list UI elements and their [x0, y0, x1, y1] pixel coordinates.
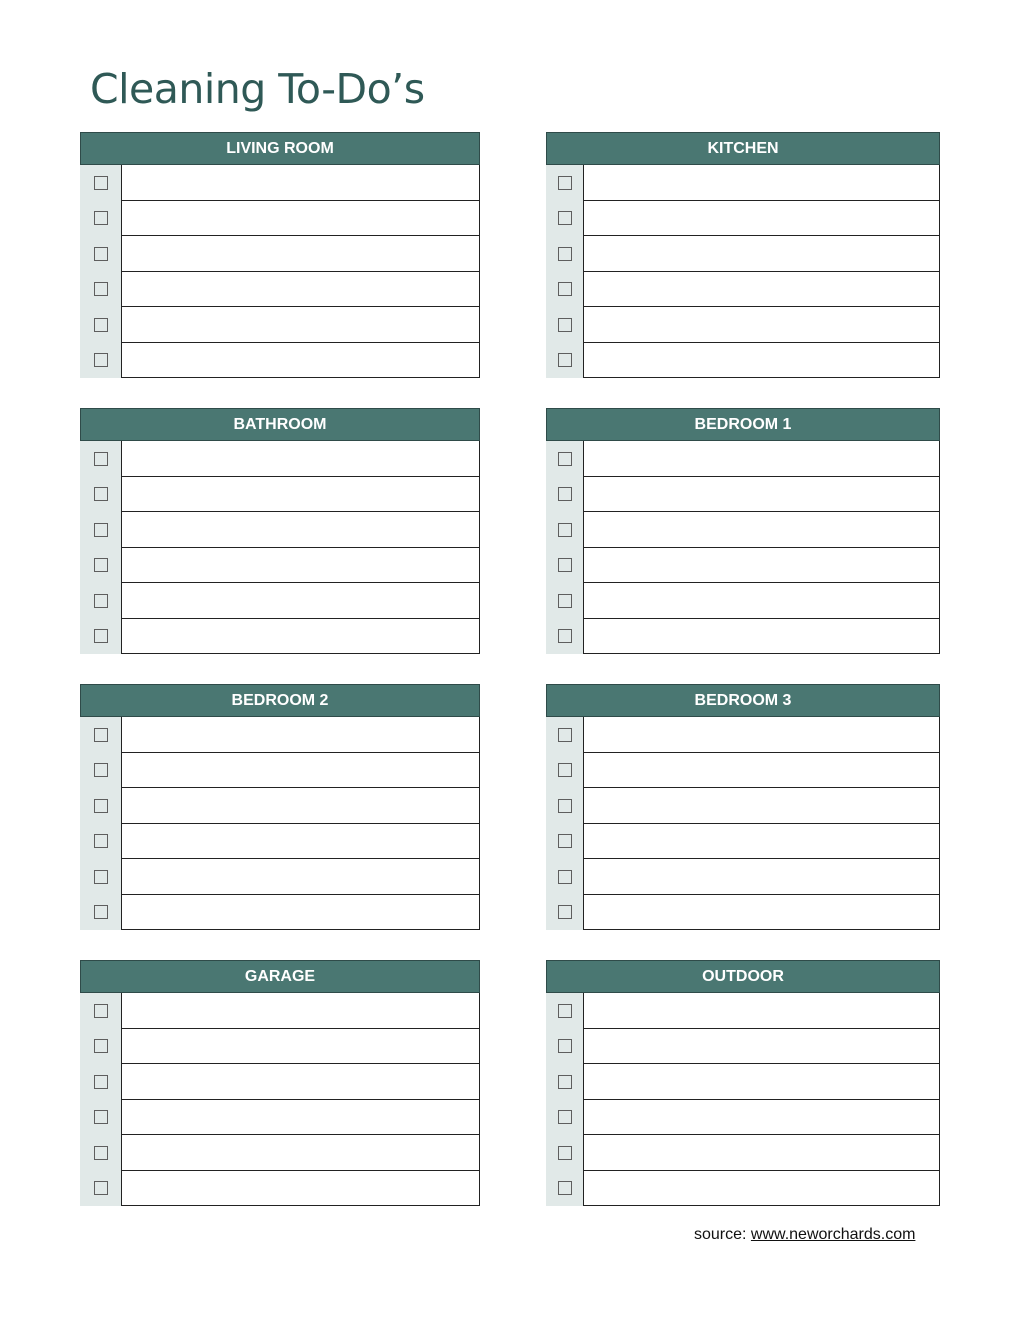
empty-checkbox-icon[interactable] [558, 799, 572, 813]
checkbox-cell [546, 441, 583, 477]
checkbox-cell [80, 548, 121, 584]
empty-checkbox-icon[interactable] [558, 487, 572, 501]
checkbox-cell [546, 512, 583, 548]
empty-checkbox-icon[interactable] [558, 282, 572, 296]
task-row [80, 307, 480, 343]
task-row [546, 1100, 940, 1136]
empty-checkbox-icon[interactable] [94, 594, 108, 608]
task-row [546, 1064, 940, 1100]
task-entry-field[interactable] [583, 859, 940, 895]
checkbox-cell [546, 236, 583, 272]
empty-checkbox-icon[interactable] [558, 728, 572, 742]
checkbox-cell [546, 307, 583, 343]
task-row [80, 477, 480, 513]
task-row [546, 1029, 940, 1065]
checkbox-cell [546, 859, 583, 895]
task-entry-field[interactable] [583, 441, 940, 477]
task-entry-field[interactable] [583, 824, 940, 860]
task-row [546, 824, 940, 860]
checkbox-cell [546, 272, 583, 308]
task-entry-field[interactable] [121, 307, 480, 343]
task-row [80, 236, 480, 272]
checkbox-cell [80, 272, 121, 308]
task-row [80, 1135, 480, 1171]
empty-checkbox-icon[interactable] [94, 905, 108, 919]
task-row [80, 165, 480, 201]
task-row [80, 272, 480, 308]
task-row [80, 895, 480, 931]
checkbox-cell [80, 236, 121, 272]
checkbox-cell [546, 583, 583, 619]
checkbox-cell [80, 993, 121, 1029]
task-row [80, 993, 480, 1029]
task-row [546, 548, 940, 584]
empty-checkbox-icon[interactable] [558, 629, 572, 643]
task-entry-field[interactable] [121, 993, 480, 1029]
section-bedroom-2 [80, 684, 480, 930]
task-list [546, 165, 940, 378]
empty-checkbox-icon[interactable] [94, 211, 108, 225]
task-row [80, 201, 480, 237]
task-row [546, 993, 940, 1029]
empty-checkbox-icon[interactable] [94, 487, 108, 501]
section-bedroom-3 [546, 684, 940, 930]
checkbox-cell [546, 343, 583, 379]
empty-checkbox-icon[interactable] [94, 870, 108, 884]
checkbox-cell [80, 1171, 121, 1207]
task-row [546, 619, 940, 655]
source-link[interactable]: www.neworchards.com [750, 1226, 916, 1243]
task-entry-field[interactable] [583, 753, 940, 789]
section-bedroom-1 [546, 408, 940, 654]
section-header: BATHROOM [80, 408, 480, 441]
checkbox-cell [546, 201, 583, 237]
section-header: GARAGE [80, 960, 480, 993]
empty-checkbox-icon[interactable] [94, 799, 108, 813]
checkbox-cell [80, 895, 121, 931]
checkbox-cell [80, 512, 121, 548]
empty-checkbox-icon[interactable] [94, 834, 108, 848]
task-entry-field[interactable] [121, 1029, 480, 1065]
empty-checkbox-icon[interactable] [94, 452, 108, 466]
task-row [546, 201, 940, 237]
checkbox-cell [80, 1029, 121, 1065]
task-row [546, 895, 940, 931]
checkbox-cell [80, 717, 121, 753]
task-entry-field[interactable] [121, 272, 480, 308]
task-entry-field[interactable] [121, 201, 480, 237]
task-entry-field[interactable] [121, 512, 480, 548]
checkbox-cell [80, 1100, 121, 1136]
checkbox-cell [80, 165, 121, 201]
section-garage [80, 960, 480, 1206]
task-entry-field[interactable] [583, 717, 940, 753]
checkbox-cell [546, 824, 583, 860]
checkbox-cell [80, 477, 121, 513]
task-row [80, 717, 480, 753]
checkbox-cell [80, 859, 121, 895]
task-entry-field[interactable] [121, 1064, 480, 1100]
task-row [546, 583, 940, 619]
task-list [80, 441, 480, 654]
empty-checkbox-icon[interactable] [94, 353, 108, 367]
empty-checkbox-icon[interactable] [558, 905, 572, 919]
section-header: OUTDOOR [546, 960, 940, 993]
checkbox-cell [546, 788, 583, 824]
task-row [80, 619, 480, 655]
empty-checkbox-icon[interactable] [94, 763, 108, 777]
checkbox-cell [80, 788, 121, 824]
task-entry-field[interactable] [583, 1029, 940, 1065]
task-entry-field[interactable] [583, 343, 940, 379]
task-row [80, 824, 480, 860]
task-entry-field[interactable] [121, 1100, 480, 1136]
empty-checkbox-icon[interactable] [94, 523, 108, 537]
empty-checkbox-icon[interactable] [94, 1146, 108, 1160]
task-row [80, 583, 480, 619]
task-row [80, 753, 480, 789]
checkbox-cell [546, 895, 583, 931]
task-entry-field[interactable] [583, 619, 940, 655]
task-row [546, 859, 940, 895]
task-entry-field[interactable] [583, 236, 940, 272]
checkbox-cell [546, 993, 583, 1029]
task-entry-field[interactable] [121, 859, 480, 895]
task-list [80, 993, 480, 1206]
empty-checkbox-icon[interactable] [558, 1004, 572, 1018]
empty-checkbox-icon[interactable] [94, 728, 108, 742]
task-row [80, 1064, 480, 1100]
task-row [80, 1029, 480, 1065]
source-label: source: [694, 1226, 747, 1243]
empty-checkbox-icon[interactable] [94, 1004, 108, 1018]
task-row [80, 441, 480, 477]
task-entry-field[interactable] [121, 1135, 480, 1171]
empty-checkbox-icon[interactable] [558, 1039, 572, 1053]
task-row [546, 477, 940, 513]
task-row [546, 1135, 940, 1171]
empty-checkbox-icon[interactable] [94, 1110, 108, 1124]
empty-checkbox-icon[interactable] [94, 176, 108, 190]
empty-checkbox-icon[interactable] [94, 629, 108, 643]
task-entry-field[interactable] [583, 895, 940, 931]
checkbox-cell [546, 548, 583, 584]
checkbox-cell [80, 583, 121, 619]
task-entry-field[interactable] [121, 165, 480, 201]
task-entry-field[interactable] [583, 548, 940, 584]
task-entry-field[interactable] [583, 993, 940, 1029]
checkbox-cell [80, 201, 121, 237]
checkbox-cell [546, 1064, 583, 1100]
task-row [546, 272, 940, 308]
task-entry-field[interactable] [583, 788, 940, 824]
task-entry-field[interactable] [583, 272, 940, 308]
task-row [80, 343, 480, 379]
empty-checkbox-icon[interactable] [558, 318, 572, 332]
empty-checkbox-icon[interactable] [94, 1039, 108, 1053]
task-row [80, 859, 480, 895]
task-row [546, 165, 940, 201]
empty-checkbox-icon[interactable] [558, 834, 572, 848]
task-entry-field[interactable] [583, 201, 940, 237]
section-outdoor [546, 960, 940, 1206]
task-row [546, 753, 940, 789]
task-list [80, 717, 480, 930]
empty-checkbox-icon[interactable] [558, 211, 572, 225]
task-entry-field[interactable] [121, 824, 480, 860]
task-entry-field[interactable] [121, 343, 480, 379]
section-kitchen [546, 132, 940, 378]
checkbox-cell [546, 753, 583, 789]
task-entry-field[interactable] [121, 717, 480, 753]
task-entry-field[interactable] [121, 477, 480, 513]
empty-checkbox-icon[interactable] [558, 1110, 572, 1124]
task-entry-field[interactable] [121, 441, 480, 477]
empty-checkbox-icon[interactable] [558, 523, 572, 537]
empty-checkbox-icon[interactable] [558, 763, 572, 777]
checkbox-cell [80, 441, 121, 477]
task-row [546, 441, 940, 477]
task-entry-field[interactable] [583, 165, 940, 201]
task-row [546, 236, 940, 272]
checkbox-cell [546, 1100, 583, 1136]
task-row [80, 548, 480, 584]
section-header: BEDROOM 1 [546, 408, 940, 441]
empty-checkbox-icon[interactable] [558, 452, 572, 466]
task-row [546, 343, 940, 379]
empty-checkbox-icon[interactable] [558, 594, 572, 608]
empty-checkbox-icon[interactable] [558, 247, 572, 261]
task-row [80, 788, 480, 824]
task-list [546, 717, 940, 930]
task-list [546, 993, 940, 1206]
empty-checkbox-icon[interactable] [558, 1075, 572, 1089]
empty-checkbox-icon[interactable] [558, 353, 572, 367]
task-entry-field[interactable] [583, 1171, 940, 1207]
checkbox-cell [80, 307, 121, 343]
empty-checkbox-icon[interactable] [558, 870, 572, 884]
empty-checkbox-icon[interactable] [94, 247, 108, 261]
checkbox-cell [546, 717, 583, 753]
task-entry-field[interactable] [583, 307, 940, 343]
checkbox-cell [80, 1064, 121, 1100]
checkbox-cell [546, 477, 583, 513]
empty-checkbox-icon[interactable] [558, 176, 572, 190]
checkbox-cell [546, 1171, 583, 1207]
task-entry-field[interactable] [121, 753, 480, 789]
empty-checkbox-icon[interactable] [94, 1181, 108, 1195]
checkbox-cell [80, 1135, 121, 1171]
task-row [546, 788, 940, 824]
checkbox-cell [546, 1029, 583, 1065]
section-header: BEDROOM 2 [80, 684, 480, 717]
task-entry-field[interactable] [121, 236, 480, 272]
task-entry-field[interactable] [121, 788, 480, 824]
task-entry-field[interactable] [121, 1171, 480, 1207]
task-row [80, 512, 480, 548]
empty-checkbox-icon[interactable] [94, 1075, 108, 1089]
checkbox-cell [546, 1135, 583, 1171]
checkbox-cell [80, 824, 121, 860]
section-header: KITCHEN [546, 132, 940, 165]
task-row [546, 717, 940, 753]
checkbox-cell [80, 753, 121, 789]
source-credit [694, 1226, 915, 1244]
task-entry-field[interactable] [583, 583, 940, 619]
task-row [546, 1171, 940, 1207]
task-row [80, 1171, 480, 1207]
task-entry-field[interactable] [121, 895, 480, 931]
checkbox-cell [80, 619, 121, 655]
empty-checkbox-icon[interactable] [94, 318, 108, 332]
section-bathroom [80, 408, 480, 654]
task-entry-field[interactable] [121, 619, 480, 655]
section-living-room [80, 132, 480, 378]
task-entry-field[interactable] [583, 1064, 940, 1100]
section-header: BEDROOM 3 [546, 684, 940, 717]
task-entry-field[interactable] [121, 548, 480, 584]
task-entry-field[interactable] [121, 583, 480, 619]
task-entry-field[interactable] [583, 512, 940, 548]
section-header: LIVING ROOM [80, 132, 480, 165]
empty-checkbox-icon[interactable] [558, 1146, 572, 1160]
checkbox-cell [80, 343, 121, 379]
empty-checkbox-icon[interactable] [558, 558, 572, 572]
empty-checkbox-icon[interactable] [94, 558, 108, 572]
empty-checkbox-icon[interactable] [94, 282, 108, 296]
task-list [80, 165, 480, 378]
page-title: Cleaning To-Do’s [90, 65, 425, 113]
task-row [80, 1100, 480, 1136]
task-entry-field[interactable] [583, 1100, 940, 1136]
task-row [546, 307, 940, 343]
task-list [546, 441, 940, 654]
task-row [546, 512, 940, 548]
empty-checkbox-icon[interactable] [558, 1181, 572, 1195]
checkbox-cell [546, 165, 583, 201]
task-entry-field[interactable] [583, 477, 940, 513]
task-entry-field[interactable] [583, 1135, 940, 1171]
checkbox-cell [546, 619, 583, 655]
